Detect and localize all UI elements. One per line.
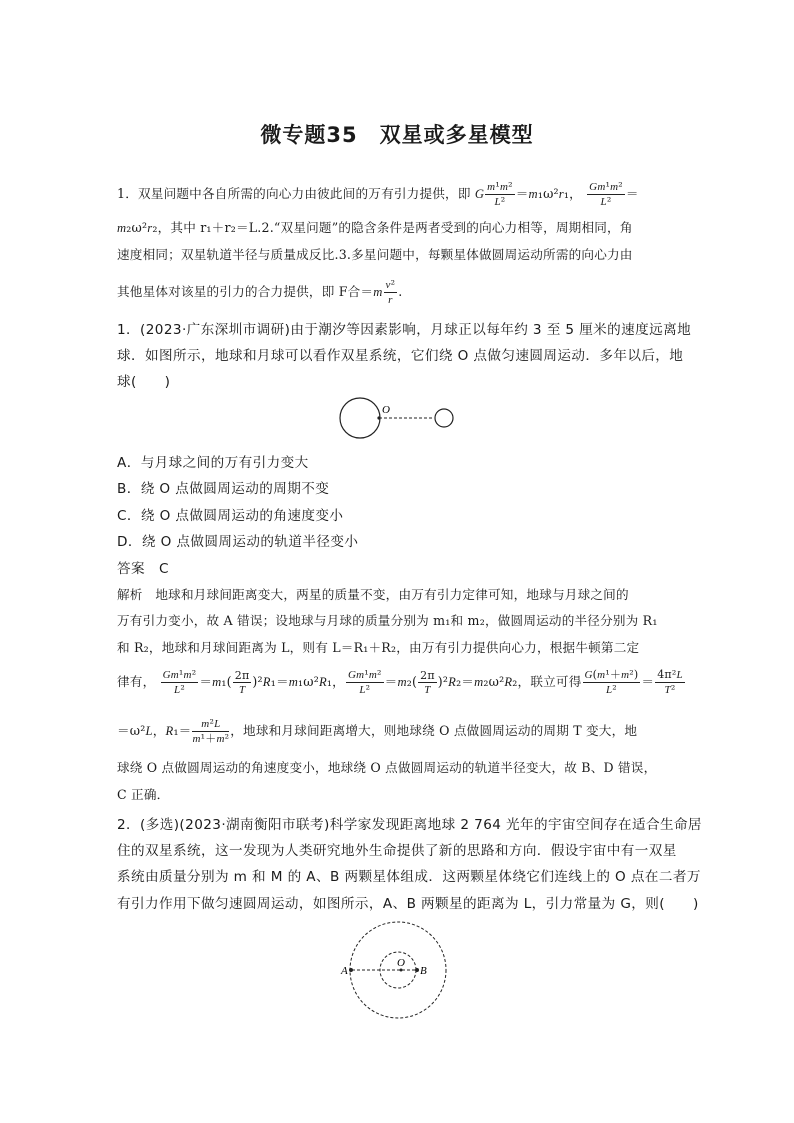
q1-analysis-4-text: 律有， [117, 674, 156, 689]
formula-2: $\frac{\text{Gm¹m²}}{\text{L²}}$ ＝ [589, 180, 639, 208]
point-o-dot [377, 416, 380, 419]
intro-text-1: 1．双星问题中各自所需的向心力由彼此间的万有引力提供，即 [117, 186, 471, 201]
q1-analysis-5-text: ，地球和月球间距离增大，则地球绕 O 点做圆周运动的周期 T 变大，地 [230, 723, 638, 738]
q2-line-4: 有引力作用下做匀速圆周运动，如图所示，A、B 两颗星的距离为 L，引力常量为 G，则( ) [117, 896, 699, 912]
intro-sep: ， [569, 186, 582, 201]
page-title: 微专题35 双星或多星模型 [260, 123, 534, 147]
intro-line-2 [117, 217, 633, 236]
moon-circle [435, 409, 453, 427]
q1-answer: 答案 C [117, 561, 169, 577]
formula-3: m₂ω²r₂ [117, 220, 158, 235]
star-b-label: B [420, 965, 427, 977]
formula-1: G $\frac{\text{m¹m²}}{\text{L²}}$ ＝m₁ω²r₁ [474, 180, 570, 208]
star-a-label: A [341, 965, 348, 977]
point-o-label: O [397, 957, 405, 969]
q1-analysis-4 [117, 668, 686, 697]
q1-line-2: 球．如图所示，地球和月球可以看作双星系统，它们绕 O 点做匀速圆周运动．多年以后，地 [117, 348, 684, 364]
point-o-label: O [382, 404, 390, 416]
q1-line-1: 1．(2023·广东深圳市调研)由于潮汐等因素影响，月球正以每年约 3 至 5 厘米的速度远离地 [117, 322, 692, 338]
intro-text-4: 其他星体对该星的引力的合力提供，即 F合＝ [117, 284, 374, 299]
q1-option-c: C．绕 O 点做圆周运动的角速度变小 [117, 508, 344, 524]
intro-text-2: ，其中 r₁＋r₂＝L.2.“双星问题”的隐含条件是两者受到的向心力相等，周期相同，角 [157, 220, 633, 235]
q1-option-d: D．绕 O 点做圆周运动的轨道半径变小 [117, 534, 359, 550]
intro-line-1 [117, 180, 639, 209]
q2-line-3: 系统由质量分别为 m 和 M 的 A、B 两颗星体组成．这两颗星体绕它们连线上的 O 点在二者万 [117, 869, 701, 885]
intro-line-4 [117, 278, 402, 307]
q2-line-1: 2．(多选)(2023·湖南衡阳市联考)科学家发现距离地球 2 764 光年的宇宙空间存在适合生命居 [117, 817, 702, 833]
q1-line-3: 球( ) [117, 374, 171, 390]
star-a-dot [349, 968, 353, 972]
formula-5: $\frac{\text{Gm¹m²}}{\text{L²}}$ ＝m₁( $\frac{2\pi}{T}$ )²R₁＝m₁ω²R₁， $\frac{\text{Gm¹m²}}{\text{L²}}$ ＝m₂( $\frac{2\pi}{T}$ )²R₂＝m₂ω²R₂，联立可得 $\frac{\text{G(m¹＋m²)}}{\text{L²}}$ ＝ $\frac{\text{4π²L}}{\text{T²}}$ [162, 668, 683, 696]
formula-4: m $\frac{\text{v²}}{r}$ . [373, 278, 403, 306]
q2-line-2: 住的双星系统，这一发现为人类研究地外生命提供了新的思路和方向．假设宇宙中有一双星 [117, 843, 677, 859]
q1-analysis-3: 和 R₂，地球和月球间距离为 L，则有 L＝R₁＋R₂，由万有引力提供向心力，根据牛顿第二定 [117, 640, 640, 655]
q1-analysis-2: 万有引力变小，故 A 错误；设地球与月球的质量分别为 m₁和 m₂，做圆周运动的半径分别为 R₁ [117, 613, 658, 628]
q1-option-b: B．绕 O 点做圆周运动的周期不变 [117, 481, 330, 497]
q1-option-a: A．与月球之间的万有引力变大 [117, 455, 309, 471]
formula-6: ＝ω²L，R₁＝ $\frac{\text{m²L}}{\text{m¹＋m²}}$ [117, 717, 230, 745]
star-b-dot [415, 968, 419, 972]
q1-analysis-7: C 正确． [117, 787, 170, 802]
intro-line-3: 速度相同；双星轨道半径与质量成反比.3.多星问题中，每颗星体做圆周运动所需的向心力由 [117, 247, 633, 262]
earth-circle [340, 398, 380, 438]
q1-analysis-6: 球绕 O 点做圆周运动的角速度变小，地球绕 O 点做圆周运动的轨道半径变大，故 B、D 错误， [117, 760, 657, 775]
q1-analysis-5 [117, 717, 637, 746]
earth-moon-figure [335, 392, 460, 444]
binary-star-figure [338, 918, 458, 1023]
q1-analysis-1: 解析 地球和月球间距离变大，两星的质量不变，由万有引力定律可知，地球与月球之间的 [117, 587, 629, 602]
